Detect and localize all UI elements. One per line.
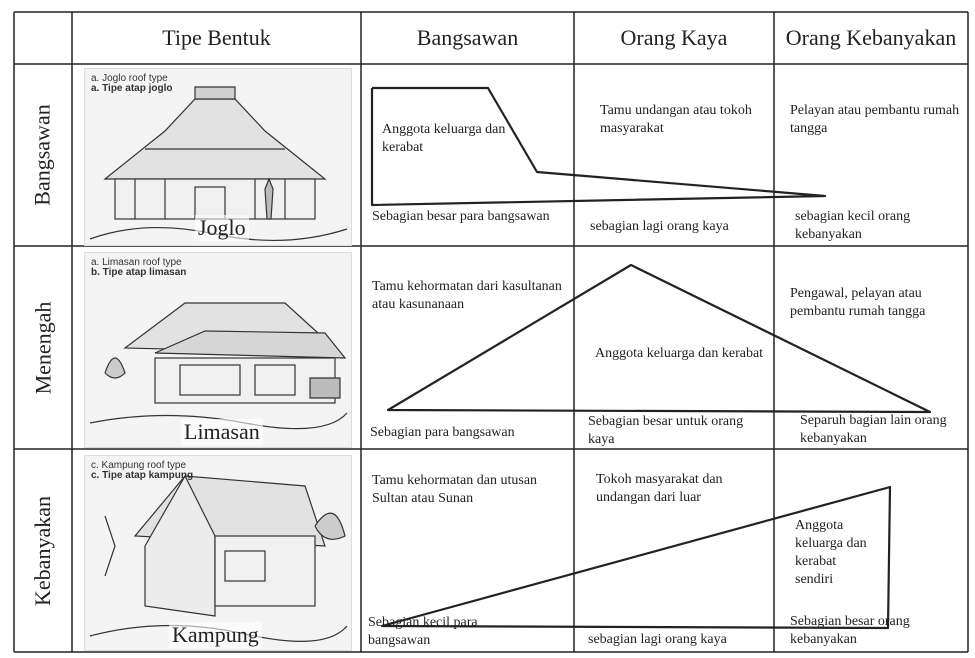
r2-bangsawan-top: Tamu kehormatan dari kasultanan atau kasunanaan	[372, 279, 562, 312]
house-name-kampung: Kampung	[169, 622, 262, 648]
r2-kaya-bottom: Sebagian besar untuk orang kaya	[588, 414, 744, 447]
r3-kebanyakan-bottom: Sebagian besar orang kebanyakan	[790, 614, 910, 647]
house-name-joglo: Joglo	[195, 215, 249, 241]
r1-kebanyakan-top: Pelayan atau pembantu rumah tangga	[790, 103, 960, 136]
r2-bangsawan-bottom: Sebagian para bangsawan	[370, 425, 515, 440]
kampung-caption-id: c. Tipe atap kampung	[91, 470, 194, 481]
row-label-kebanyakan	[14, 449, 72, 652]
limasan-caption-id: b. Tipe atap limasan	[91, 267, 187, 278]
row-label-bangsawan	[14, 64, 72, 246]
house-name-limasan: Limasan	[181, 419, 263, 445]
joglo-caption-en: a. Joglo roof type	[91, 73, 168, 84]
r1-kebanyakan-bottom: sebagian kecil orang kebanyakan	[795, 209, 911, 242]
header-orang-kebanyakan: Orang Kebanyakan	[785, 25, 957, 50]
joglo-caption-id: a. Tipe atap joglo	[91, 83, 173, 94]
row-label-menengah	[14, 246, 72, 449]
r1-bangsawan-bottom: Sebagian besar para bangsawan	[372, 209, 550, 224]
kampung-house-illustration	[84, 455, 352, 651]
joglo-house-illustration	[84, 68, 352, 246]
kampung-caption-en: c. Kampung roof type	[91, 460, 187, 471]
r2-kaya-mid: Anggota keluarga dan kerabat	[595, 346, 764, 361]
header-tipe-bentuk: Tipe Bentuk	[162, 25, 271, 50]
r1-kaya-bottom: sebagian lagi orang kaya	[590, 219, 729, 234]
limasan-caption-en: a. Limasan roof type	[91, 257, 182, 268]
r3-bangsawan-bottom: Sebagian kecil para bangsawan	[368, 615, 478, 648]
r3-bangsawan-top: Tamu kehormatan dan utusan Sultan atau Sunan	[372, 473, 538, 506]
r3-kaya-bottom: sebagian lagi orang kaya	[588, 632, 727, 647]
r2-kebanyakan-top: Pengawal, pelayan atau pembantu rumah tangga	[790, 286, 926, 319]
header-orang-kaya: Orang Kaya	[620, 25, 728, 50]
row-label-bangsawan-text: Bangsawan	[30, 104, 56, 206]
limasan-house-illustration	[84, 252, 352, 448]
r1-bangsawan-top: Anggota keluarga dan kerabat	[382, 122, 506, 155]
row-label-menengah-text: Menengah	[30, 301, 56, 394]
header-bangsawan: Bangsawan	[416, 25, 519, 50]
r3-kebanyakan-mid: Anggota keluarga dan kerabat sendiri	[795, 518, 867, 587]
kampung-house-icon	[85, 456, 351, 650]
r3-kaya-top: Tokoh masyarakat dan undangan dari luar	[596, 472, 723, 505]
r1-kaya-top: Tamu undangan atau tokoh masyarakat	[600, 103, 752, 136]
limasan-house-icon	[85, 253, 351, 447]
row-label-kebanyakan-text: Kebanyakan	[30, 495, 56, 606]
r2-kebanyakan-bottom: Separuh bagian lain orang kebanyakan	[800, 413, 947, 446]
